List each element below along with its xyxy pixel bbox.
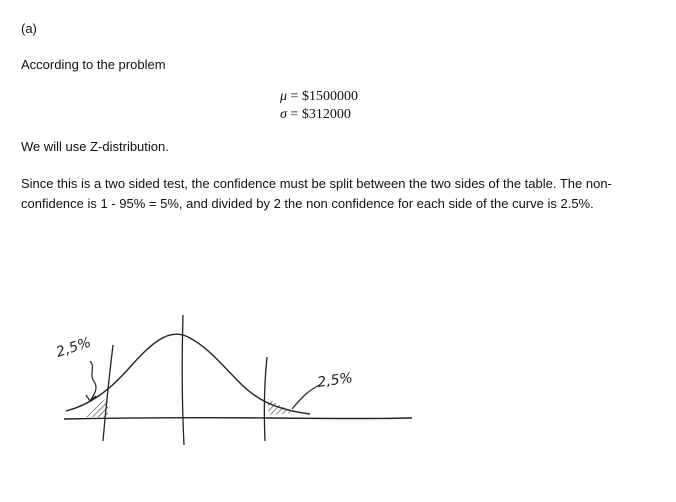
mu-equation: μ = $1500000 — [280, 89, 358, 104]
mu-value: $1500000 — [301, 89, 358, 104]
right-tail-arrow — [292, 385, 320, 409]
left-tail-arrow — [90, 361, 96, 401]
part-label: (a) — [21, 21, 37, 36]
mean-line — [182, 315, 184, 445]
mu-symbol: μ — [280, 89, 288, 104]
right-tail-shading — [268, 399, 294, 415]
intro-text: According to the problem — [21, 57, 166, 72]
sigma-equation: σ = $312000 — [280, 107, 351, 122]
left-critical-line — [103, 345, 113, 441]
left-tail-arrow-head — [86, 395, 96, 401]
sigma-value: $312000 — [301, 107, 351, 122]
distribution-text: We will use Z-distribution. — [21, 139, 169, 154]
left-tail-label: 2,5% — [54, 334, 94, 361]
horizontal-axis — [64, 418, 412, 419]
sigma-symbol: σ — [280, 107, 287, 122]
right-tail-label: 2,5% — [316, 370, 354, 391]
right-critical-line — [264, 357, 267, 441]
normal-curve-sketch — [50, 295, 430, 495]
explanation-paragraph: Since this is a two sided test, the confidence must be split between the two sides of the table. The non-confidence is 1 - 95% = 5%, and divided by 2 the non confidence for each side of the curve is 2.5%. — [21, 176, 612, 211]
